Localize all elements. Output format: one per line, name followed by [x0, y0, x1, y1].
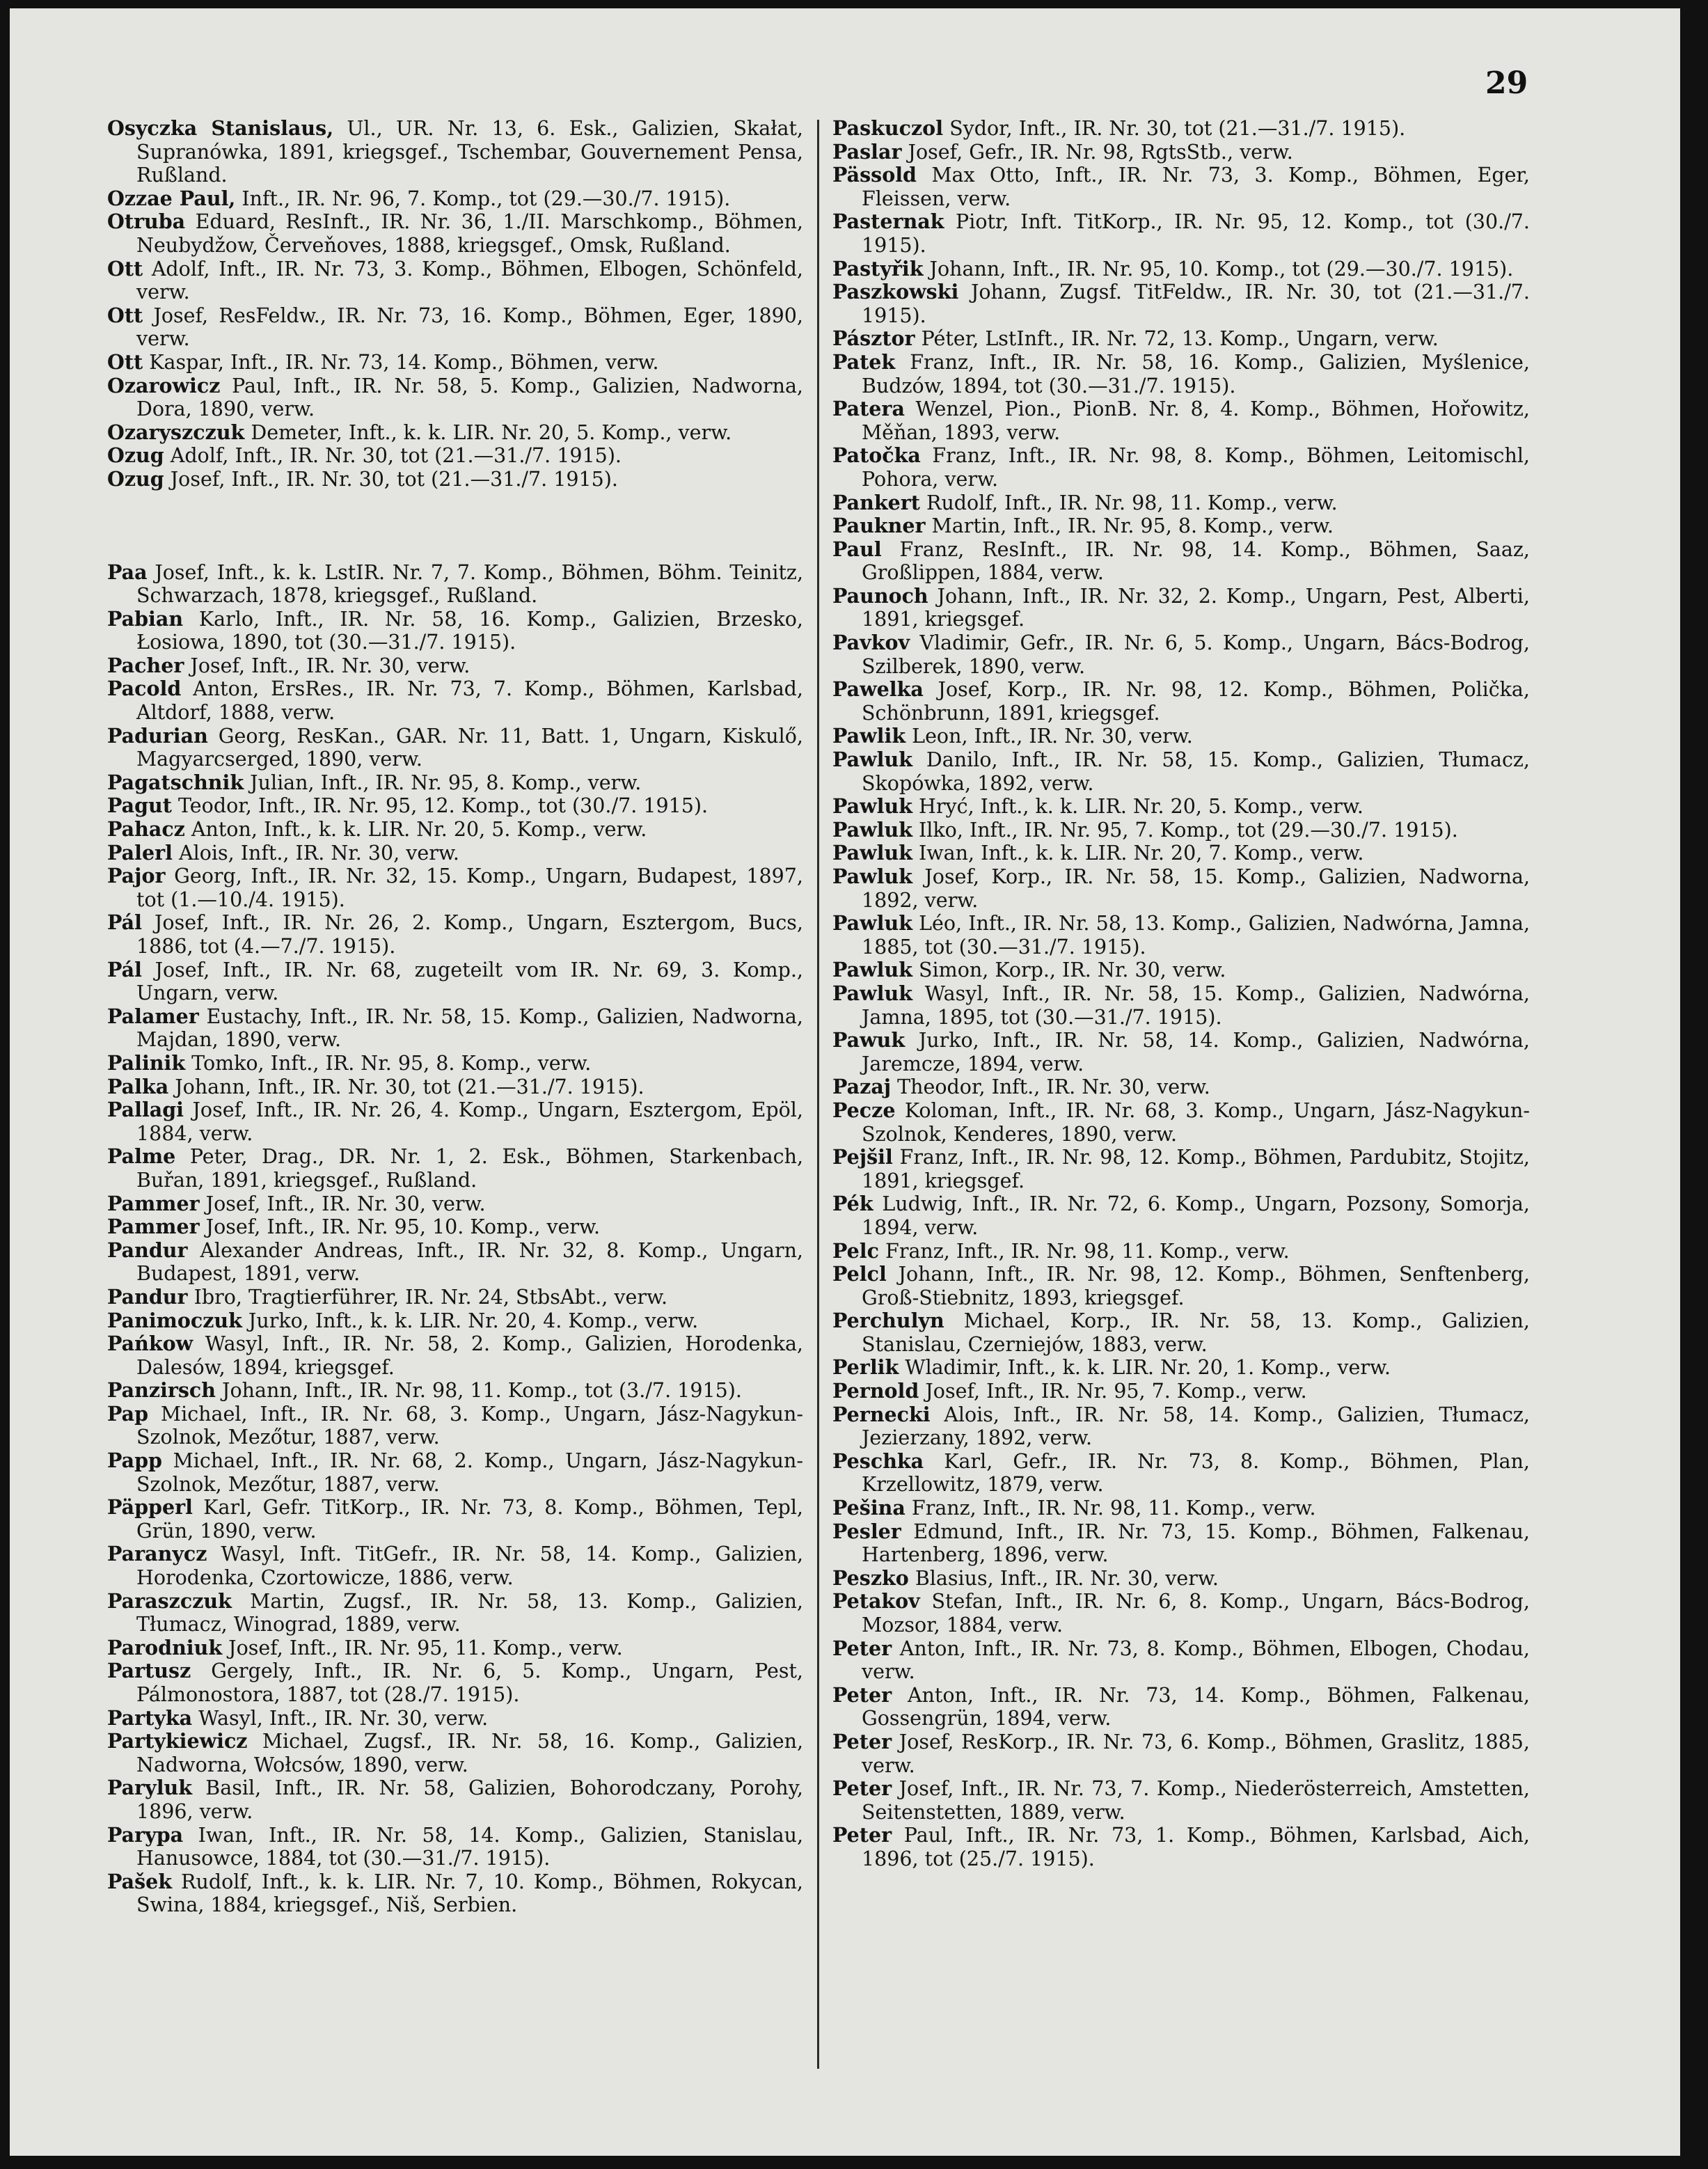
register-entry: [107, 865, 803, 911]
register-entry: [832, 1637, 1530, 1684]
entry-details: Paul, Inft., IR. Nr. 58, 5. Komp., Galizien, Nadworna, Dora, 1890, verw.: [136, 374, 803, 421]
entry-surname: Pelcl: [832, 1262, 887, 1286]
section-gap: [107, 491, 803, 561]
register-entry: [832, 444, 1530, 491]
entry-details: Max Otto, Inft., IR. Nr. 73, 3. Komp., Böhmen, Eger, Fleissen, verw.: [862, 164, 1530, 210]
register-entry: [832, 281, 1530, 327]
entry-details: Koloman, Inft., IR. Nr. 68, 3. Komp., Ungarn, Jász-Nagykun-Szolnok, Kenderes, 1890, verw.: [862, 1098, 1530, 1146]
entry-details: Wenzel, Pion., PionB. Nr. 8, 4. Komp., Böhmen, Hořowitz, Měňan, 1893, verw.: [862, 397, 1530, 444]
entry-details: Hryć, Inft., k. k. LIR. Nr. 20, 5. Komp., verw.: [912, 795, 1363, 819]
entry-surname: Peter: [832, 1776, 892, 1801]
entry-details: Rudolf, Inft., k. k. LIR. Nr. 7, 10. Komp., Böhmen, Rokycan, Swina, 1884, kriegsgef., Niš, Serbien.: [136, 1870, 803, 1917]
entry-surname: Paunoch: [832, 583, 928, 608]
entry-details: Anton, Inft., IR. Nr. 73, 14. Komp., Böhmen, Falkenau, Gossengrün, 1894, verw.: [862, 1683, 1530, 1730]
entry-details: Péter, LstInft., IR. Nr. 72, 13. Komp., Ungarn, verw.: [915, 327, 1439, 351]
register-entry: [107, 374, 803, 421]
entry-surname: Panzirsch: [107, 1378, 216, 1403]
entry-details: Josef, Gefr., IR. Nr. 98, RgtsStb., verw.: [901, 140, 1293, 164]
entry-details: Karlo, Inft., IR. Nr. 58, 16. Komp., Galizien, Brzesko, Łosiowa, 1890, tot (30.—31./7. 1915).: [136, 607, 803, 654]
register-entry: [832, 1075, 1530, 1099]
entry-surname: Palinik: [107, 1050, 186, 1075]
entry-details: Danilo, Inft., IR. Nr. 58, 15. Komp., Galizien, Tłumacz, Skopówka, 1892, verw.: [862, 748, 1530, 795]
register-entry: [832, 819, 1530, 842]
column-divider: [817, 120, 819, 2069]
register-entry: [832, 1240, 1530, 1263]
register-entry: [107, 1870, 803, 1917]
entry-surname: Paukner: [832, 514, 926, 538]
entry-details: Josef, Inft., IR. Nr. 68, zugeteilt vom IR. Nr. 69, 3. Komp., Ungarn, verw.: [136, 958, 803, 1005]
register-entry: [832, 141, 1530, 164]
register-entry: [107, 1215, 803, 1239]
register-entry: [832, 1497, 1530, 1520]
entry-details: Josef, Inft., IR. Nr. 95, 7. Komp., verw.: [919, 1380, 1307, 1403]
entry-details: Vladimir, Gefr., IR. Nr. 6, 5. Komp., Ungarn, Bács-Bodrog, Szilberek, 1890, verw.: [862, 631, 1530, 678]
entry-surname: Pawluk: [832, 794, 912, 819]
entry-surname: Pawluk: [832, 817, 912, 842]
register-entry: [832, 538, 1530, 585]
entry-details: Franz, ResInft., IR. Nr. 98, 14. Komp., Böhmen, Saaz, Großlippen, 1884, verw.: [862, 537, 1530, 585]
entry-details: Anton, Inft., k. k. LIR. Nr. 20, 5. Komp., verw.: [184, 818, 647, 842]
entry-surname: Petakov: [832, 1589, 920, 1614]
entry-details: Blasius, Inft., IR. Nr. 30, verw.: [908, 1566, 1219, 1590]
entry-details: Kaspar, Inft., IR. Nr. 73, 14. Komp., Böhmen, verw.: [143, 350, 659, 374]
entry-details: Alexander Andreas, Inft., IR. Nr. 32, 8. Komp., Ungarn, Budapest, 1891, verw.: [136, 1238, 803, 1286]
register-entry: [832, 1567, 1530, 1591]
entry-surname: Pecze: [832, 1098, 896, 1122]
entry-details: Georg, Inft., IR. Nr. 32, 15. Komp., Ungarn, Budapest, 1897, tot (1.—10./4. 1915).: [136, 865, 803, 911]
entry-surname: Pernold: [832, 1379, 919, 1403]
entry-surname: Palerl: [107, 840, 173, 865]
entry-surname: Otruba: [107, 210, 186, 234]
entry-surname: Peter: [832, 1636, 892, 1660]
entry-surname: Pešina: [832, 1496, 906, 1520]
entry-surname: Papp: [107, 1449, 162, 1473]
entry-surname: Perchulyn: [832, 1309, 944, 1333]
entry-details: Wladimir, Inft., k. k. LIR. Nr. 20, 1. Komp., verw.: [899, 1356, 1391, 1380]
register-entry: [107, 1824, 803, 1870]
entry-details: Ul., UR. Nr. 13, 6. Esk., Galizien, Skałat, Supranówka, 1891, kriegsgef., Tschembar, Gouvernement Pensa, Rußland.: [136, 117, 803, 187]
entry-details: Michael, Inft., IR. Nr. 68, 2. Komp., Ungarn, Jász-Nagykun-Szolnok, Mezőtur, 1887, verw.: [136, 1449, 803, 1496]
entry-details: Franz, Inft., IR. Nr. 98, 11. Komp., verw.: [878, 1239, 1290, 1263]
entry-surname: Ozarowicz: [107, 373, 221, 397]
register-entry: [832, 164, 1530, 210]
entry-surname: Paul: [832, 537, 882, 561]
entry-surname: Perlik: [832, 1355, 899, 1380]
entry-surname: Pankert: [832, 490, 920, 514]
entry-surname: Ozug: [107, 466, 164, 491]
entry-surname: Pacher: [107, 653, 184, 677]
entry-surname: Pál: [107, 910, 142, 935]
register-entry: [107, 1730, 803, 1776]
register-entry: [107, 258, 803, 304]
entry-details: Johann, Inft., IR. Nr. 98, 11. Komp., tot (3./7. 1915).: [216, 1379, 742, 1403]
entry-details: Jurko, Inft., k. k. LIR. Nr. 20, 4. Komp., verw.: [242, 1309, 699, 1332]
entry-surname: Paryluk: [107, 1776, 193, 1800]
register-entry: [832, 959, 1530, 982]
entry-surname: Patera: [832, 397, 905, 421]
register-entry: [107, 818, 803, 842]
register-entry: [832, 748, 1530, 795]
register-entry: [832, 327, 1530, 351]
entry-details: Karl, Gefr., IR. Nr. 73, 8. Komp., Böhmen, Plan, Krzellowitz, 1879, verw.: [862, 1449, 1530, 1497]
register-entry: [107, 725, 803, 771]
entry-surname: Pässold: [832, 163, 917, 187]
entry-details: Martin, Inft., IR. Nr. 95, 8. Komp., verw.: [925, 514, 1334, 538]
register-entry: [832, 912, 1530, 959]
entry-surname: Pacold: [107, 677, 182, 701]
register-entry: [107, 959, 803, 1005]
register-entry: [832, 351, 1530, 397]
entry-details: Basil, Inft., IR. Nr. 58, Galizien, Bohorodczany, Porohy, 1896, verw.: [136, 1776, 803, 1823]
entry-details: Simon, Korp., IR. Nr. 30, verw.: [912, 959, 1226, 982]
register-entry: [832, 1146, 1530, 1192]
entry-details: Georg, ResKan., GAR. Nr. 11, Batt. 1, Ungarn, Kiskulő, Magyarcserged, 1890, verw.: [136, 724, 803, 771]
entry-details: Karl, Gefr. TitKorp., IR. Nr. 73, 8. Komp., Böhmen, Tepl, Grün, 1890, verw.: [136, 1496, 803, 1543]
entry-details: Demeter, Inft., k. k. LIR. Nr. 20, 5. Komp., verw.: [244, 420, 732, 444]
entry-surname: Ott: [107, 303, 143, 327]
register-entry: [107, 1309, 803, 1333]
entry-details: Ludwig, Inft., IR. Nr. 72, 6. Komp., Ungarn, Pozsony, Somorja, 1894, verw.: [862, 1192, 1530, 1239]
register-entry: [107, 1239, 803, 1286]
entry-surname: Paa: [107, 560, 148, 584]
entry-surname: Pammer: [107, 1215, 200, 1239]
entry-details: Michael, Zugsf., IR. Nr. 58, 16. Komp., Galizien, Nadworna, Wołcsów, 1890, verw.: [136, 1730, 803, 1776]
entry-surname: Ozug: [107, 443, 164, 468]
register-entry: [107, 561, 803, 608]
entry-surname: Paraszczuk: [107, 1588, 232, 1613]
entry-surname: Paszkowski: [832, 280, 959, 304]
entry-details: Josef, Inft., k. k. LstIR. Nr. 7, 7. Komp., Böhmen, Böhm. Teinitz, Schwarzach, 1878, kriegsgef., Rußland.: [136, 560, 803, 608]
register-entry: [832, 1380, 1530, 1403]
register-entry: [107, 1590, 803, 1636]
register-entry: [832, 117, 1530, 141]
entry-details: Anton, Inft., IR. Nr. 73, 8. Komp., Böhmen, Elbogen, Chodau, verw.: [862, 1636, 1530, 1684]
entry-details: Theodor, Inft., IR. Nr. 30, verw.: [891, 1075, 1210, 1099]
entry-details: Ibro, Tragtierführer, IR. Nr. 24, StbsAbt., verw.: [187, 1285, 668, 1309]
register-entry: [832, 1777, 1530, 1824]
entry-details: Iwan, Inft., IR. Nr. 58, 14. Komp., Galizien, Stanislau, Hanusowce, 1884, tot (30.—31./7. 1915).: [136, 1823, 803, 1870]
register-entry: [107, 608, 803, 654]
register-entry: [107, 1005, 803, 1052]
entry-details: Stefan, Inft., IR. Nr. 6, 8. Komp., Ungarn, Bács-Bodrog, Mozsor, 1884, verw.: [862, 1590, 1530, 1636]
register-entry: [107, 468, 803, 491]
register-entry: [832, 1824, 1530, 1870]
entry-surname: Pabian: [107, 606, 184, 631]
entry-details: Josef, Inft., IR. Nr. 26, 4. Komp., Ungarn, Esztergom, Epöl, 1884, verw.: [136, 1098, 803, 1145]
register-entry: [107, 1659, 803, 1706]
register-entry: [832, 1029, 1530, 1075]
entry-surname: Pap: [107, 1401, 149, 1426]
entry-details: Rudolf, Inft., IR. Nr. 98, 11. Komp., verw.: [919, 491, 1338, 514]
entry-surname: Patek: [832, 349, 896, 374]
register-entry: [107, 1192, 803, 1216]
entry-surname: Pagut: [107, 794, 172, 818]
right-column: [832, 117, 1530, 1871]
entry-details: Josef, Inft., IR. Nr. 73, 7. Komp., Niederösterreich, Amstetten, Seitenstetten, 1889, verw.: [862, 1777, 1530, 1824]
register-entry: [832, 982, 1530, 1029]
register-entry: [107, 1776, 803, 1823]
entry-details: Wasyl, Inft., IR. Nr. 58, 15. Komp., Galizien, Nadwórna, Jamna, 1895, tot (30.—31./7. 1915).: [862, 981, 1530, 1029]
entry-details: Johann, Inft., IR. Nr. 32, 2. Komp., Ungarn, Pest, Alberti, 1891, kriegsgef.: [862, 584, 1530, 631]
entry-surname: Pawluk: [832, 911, 912, 936]
entry-details: Josef, Inft., IR. Nr. 30, tot (21.—31./7. 1915).: [164, 467, 618, 491]
entry-details: Eduard, ResInft., IR. Nr. 36, 1./II. Marschkomp., Böhmen, Neubydžow, Červeňoves, 1888, kriegsgef., Omsk, Rußland.: [136, 210, 803, 257]
entry-surname: Partykiewicz: [107, 1729, 248, 1753]
entry-surname: Paskuczol: [832, 116, 944, 140]
entry-surname: Peter: [832, 1823, 892, 1847]
entry-details: Alois, Inft., IR. Nr. 58, 14. Komp., Galizien, Tłumacz, Jezierzany, 1892, verw.: [862, 1403, 1530, 1450]
entry-details: Inft., IR. Nr. 96, 7. Komp., tot (29.—30./7. 1915).: [235, 187, 731, 210]
entry-surname: Paslar: [832, 139, 902, 164]
page-sheet: [10, 8, 1680, 2156]
entry-surname: Pawelka: [832, 677, 924, 702]
entry-details: Franz, Inft., IR. Nr. 58, 16. Komp., Galizien, Myślenice, Budzów, 1894, tot (30.—31./7. 1915).: [862, 350, 1530, 397]
entry-details: Paul, Inft., IR. Nr. 73, 1. Komp., Böhmen, Karlsbad, Aich, 1896, tot (25./7. 1915).: [862, 1824, 1530, 1870]
register-entry: [107, 117, 803, 187]
entry-details: Josef, ResKorp., IR. Nr. 73, 6. Komp., Böhmen, Graslitz, 1885, verw.: [862, 1730, 1530, 1777]
register-entry: [107, 654, 803, 678]
entry-surname: Pásztor: [832, 326, 915, 351]
register-entry: [107, 1075, 803, 1099]
register-entry: [107, 187, 803, 211]
entry-details: Sydor, Inft., IR. Nr. 30, tot (21.—31./7. 1915).: [943, 117, 1406, 140]
entry-surname: Pék: [832, 1192, 873, 1216]
register-entry: [832, 1403, 1530, 1450]
entry-surname: Pál: [107, 957, 142, 981]
register-entry: [832, 1099, 1530, 1146]
entry-details: Johann, Inft., IR. Nr. 30, tot (21.—31./7. 1915).: [168, 1075, 645, 1098]
entry-surname: Panimoczuk: [107, 1308, 242, 1332]
entry-details: Alois, Inft., IR. Nr. 30, verw.: [172, 841, 459, 865]
register-entry: [832, 1263, 1530, 1309]
entry-details: Michael, Inft., IR. Nr. 68, 3. Komp., Ungarn, Jász-Nagykun-Szolnok, Mezőtur, 1887, verw.: [136, 1402, 803, 1449]
register-entry: [107, 1449, 803, 1496]
entry-details: Josef, Inft., IR. Nr. 95, 11. Komp., verw.: [222, 1636, 623, 1659]
entry-surname: Pavkov: [832, 631, 910, 655]
entry-surname: Palamer: [107, 1004, 199, 1028]
entry-details: Josef, Inft., IR. Nr. 95, 10. Komp., verw.: [199, 1215, 601, 1239]
entry-surname: Pawluk: [832, 981, 912, 1005]
entry-surname: Peszko: [832, 1565, 909, 1590]
entry-surname: Pandur: [107, 1284, 188, 1309]
entry-surname: Ott: [107, 349, 143, 374]
entry-surname: Pawluk: [832, 958, 912, 982]
entry-details: Iwan, Inft., k. k. LIR. Nr. 20, 7. Komp., verw.: [912, 842, 1364, 865]
register-entry: [107, 1145, 803, 1192]
register-entry: [832, 631, 1530, 678]
left-column: [107, 117, 803, 1917]
register-entry: [832, 397, 1530, 444]
entry-details: Anton, ErsRes., IR. Nr. 73, 7. Komp., Böhmen, Karlsbad, Altdorf, 1888, verw.: [136, 677, 803, 725]
register-entry: [107, 1052, 803, 1075]
register-entry: [832, 585, 1530, 631]
entry-surname: Pajor: [107, 864, 166, 888]
register-entry: [832, 1520, 1530, 1567]
register-entry: [107, 771, 803, 795]
entry-details: Wasyl, Inft. TitGefr., IR. Nr. 58, 14. Komp., Galizien, Horodenka, Czortowicze, 1886, verw.: [136, 1543, 803, 1590]
entry-details: Franz, Inft., IR. Nr. 98, 11. Komp., verw.: [905, 1497, 1316, 1520]
register-entry: [107, 210, 803, 257]
entry-details: Martin, Zugsf., IR. Nr. 58, 13. Komp., Galizien, Tłumacz, Winograd, 1889, verw.: [136, 1589, 803, 1636]
entry-details: Franz, Inft., IR. Nr. 98, 12. Komp., Böhmen, Pardubitz, Stojitz, 1891, kriegsgef.: [862, 1146, 1530, 1192]
entry-surname: Pejšil: [832, 1145, 893, 1169]
entry-details: Johann, Inft., IR. Nr. 98, 12. Komp., Böhmen, Senftenberg, Groß-Stiebnitz, 1893, kriegsgef.: [862, 1263, 1530, 1309]
entry-surname: Osyczka Stanislaus,: [107, 116, 334, 140]
register-entry: [107, 1286, 803, 1309]
entry-details: Teodor, Inft., IR. Nr. 95, 12. Komp., tot (30./7. 1915).: [171, 794, 709, 818]
entry-surname: Pawuk: [832, 1028, 906, 1052]
register-entry: [832, 1730, 1530, 1777]
entry-surname: Palka: [107, 1074, 169, 1098]
entry-details: Leon, Inft., IR. Nr. 30, verw.: [906, 725, 1193, 748]
entry-details: Gergely, Inft., IR. Nr. 6, 5. Komp., Ungarn, Pest, Pálmonostora, 1887, tot (28./7. 1915).: [136, 1659, 803, 1706]
register-entry: [107, 1707, 803, 1730]
entry-details: Edmund, Inft., IR. Nr. 73, 15. Komp., Böhmen, Falkenau, Hartenberg, 1896, verw.: [862, 1520, 1530, 1567]
register-entry: [832, 678, 1530, 725]
register-entry: [832, 1192, 1530, 1239]
entry-details: Johann, Zugsf. TitFeldw., IR. Nr. 30, tot (21.—31./7. 1915).: [862, 281, 1530, 327]
entry-surname: Pańkow: [107, 1332, 193, 1356]
register-entry: [832, 842, 1530, 865]
entry-surname: Pazaj: [832, 1075, 892, 1099]
entry-details: Eustachy, Inft., IR. Nr. 58, 15. Komp., Galizien, Nadworna, Majdan, 1890, verw.: [136, 1004, 803, 1052]
entry-details: Josef, Inft., IR. Nr. 30, verw.: [184, 654, 471, 677]
entry-surname: Paranycz: [107, 1542, 207, 1566]
entry-surname: Pagatschnik: [107, 770, 244, 794]
entry-details: Josef, Korp., IR. Nr. 98, 12. Komp., Böhmen, Polička, Schönbrunn, 1891, kriegsgef.: [862, 678, 1530, 725]
entry-surname: Ott: [107, 256, 143, 281]
register-entry: [832, 1684, 1530, 1730]
entry-surname: Pahacz: [107, 817, 185, 842]
entry-surname: Pelc: [832, 1238, 879, 1263]
entry-details: Johann, Inft., IR. Nr. 95, 10. Komp., tot (29.—30./7. 1915).: [923, 257, 1514, 281]
entry-surname: Pawluk: [832, 865, 912, 888]
entry-details: Adolf, Inft., IR. Nr. 73, 3. Komp., Böhmen, Elbogen, Schönfeld, verw.: [136, 257, 803, 304]
entry-details: Wasyl, Inft., IR. Nr. 30, verw.: [192, 1706, 489, 1730]
register-entry: [107, 1098, 803, 1145]
entry-details: Léo, Inft., IR. Nr. 58, 13. Komp., Galizien, Nadwórna, Jamna, 1885, tot (30.—31./7. 1915).: [862, 912, 1530, 959]
entry-details: Piotr, Inft. TitKorp., IR. Nr. 95, 12. Komp., tot (30./7. 1915).: [862, 210, 1530, 257]
entry-details: Ilko, Inft., IR. Nr. 95, 7. Komp., tot (29.—30./7. 1915).: [912, 818, 1458, 842]
entry-surname: Partusz: [107, 1659, 191, 1683]
entry-surname: Pawluk: [832, 841, 912, 865]
entry-surname: Pawluk: [832, 748, 912, 772]
register-entry: [832, 210, 1530, 257]
entry-details: Michael, Korp., IR. Nr. 58, 13. Komp., Galizien, Stanislau, Czerniejów, 1883, verw.: [862, 1309, 1530, 1356]
register-entry: [832, 1356, 1530, 1380]
register-entry: [832, 1590, 1530, 1636]
entry-details: Franz, Inft., IR. Nr. 98, 8. Komp., Böhmen, Leitomischl, Pohora, verw.: [862, 444, 1530, 491]
entry-details: Josef, Korp., IR. Nr. 58, 15. Komp., Galizien, Nadworna, 1892, verw.: [862, 865, 1530, 912]
entry-surname: Parypa: [107, 1822, 184, 1847]
register-entry: [107, 421, 803, 445]
entry-details: Tomko, Inft., IR. Nr. 95, 8. Komp., verw.: [185, 1051, 592, 1075]
entry-surname: Pallagi: [107, 1098, 184, 1122]
entry-surname: Pandur: [107, 1238, 188, 1262]
register-entry: [832, 258, 1530, 281]
entry-surname: Parodniuk: [107, 1635, 223, 1659]
register-entry: [832, 1309, 1530, 1356]
register-entry: [107, 1379, 803, 1403]
register-entry: [107, 351, 803, 374]
entry-details: Peter, Drag., DR. Nr. 1, 2. Esk., Böhmen, Starkenbach, Buřan, 1891, kriegsgef., Rußland.: [136, 1145, 803, 1192]
entry-surname: Pesler: [832, 1519, 901, 1543]
register-entry: [107, 1403, 803, 1449]
register-entry: [832, 865, 1530, 912]
entry-details: Julian, Inft., IR. Nr. 95, 8. Komp., verw.: [244, 771, 642, 794]
entry-surname: Partyka: [107, 1705, 193, 1730]
entry-details: Josef, Inft., IR. Nr. 30, verw.: [199, 1192, 486, 1215]
register-entry: [107, 1496, 803, 1543]
entry-details: Josef, ResFeldw., IR. Nr. 73, 16. Komp., Böhmen, Eger, 1890, verw.: [136, 303, 803, 351]
register-entry: [107, 304, 803, 351]
register-entry: [832, 1450, 1530, 1497]
entry-details: Josef, Inft., IR. Nr. 26, 2. Komp., Ungarn, Esztergom, Bucs, 1886, tot (4.—7./7. 1915).: [136, 911, 803, 958]
register-entry: [832, 725, 1530, 748]
entry-surname: Pasternak: [832, 210, 944, 234]
register-entry: [107, 842, 803, 865]
entry-surname: Peschka: [832, 1449, 924, 1473]
register-entry: [107, 911, 803, 958]
entry-surname: Ozaryszczuk: [107, 420, 245, 444]
register-entry: [107, 794, 803, 818]
entry-details: Wasyl, Inft., IR. Nr. 58, 2. Komp., Galizien, Horodenka, Dalesów, 1894, kriegsgef.: [136, 1332, 803, 1379]
register-entry: [107, 1636, 803, 1660]
entry-surname: Pastyřik: [832, 256, 924, 281]
entry-surname: Padurian: [107, 723, 208, 748]
register-entry: [832, 514, 1530, 538]
entry-details: Adolf, Inft., IR. Nr. 30, tot (21.—31./7. 1915).: [164, 444, 622, 468]
register-entry: [107, 1332, 803, 1379]
entry-surname: Päpperl: [107, 1495, 193, 1520]
register-entry: [107, 677, 803, 724]
entry-surname: Ozzae Paul,: [107, 186, 236, 210]
entry-surname: Peter: [832, 1729, 892, 1753]
register-entry: [107, 444, 803, 468]
register-entry: [832, 491, 1530, 515]
entry-surname: Palme: [107, 1144, 176, 1169]
entry-surname: Pawlik: [832, 724, 906, 748]
entry-surname: Pašek: [107, 1869, 173, 1893]
entry-surname: Patočka: [832, 443, 921, 468]
entry-details: Jurko, Inft., IR. Nr. 58, 14. Komp., Galizien, Nadwórna, Jaremcze, 1894, verw.: [862, 1029, 1530, 1075]
page-number: 29: [1485, 65, 1528, 101]
entry-surname: Peter: [832, 1682, 892, 1707]
register-entry: [107, 1543, 803, 1589]
entry-surname: Pammer: [107, 1191, 200, 1215]
entry-surname: Pernecki: [832, 1402, 931, 1426]
register-entry: [832, 795, 1530, 819]
